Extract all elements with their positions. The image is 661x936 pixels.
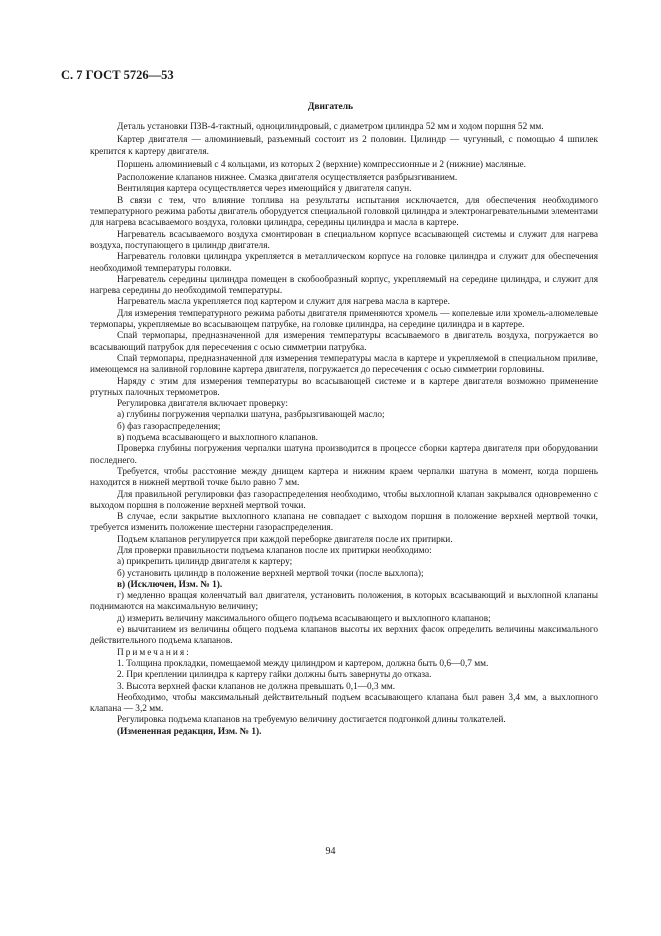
note-item: 2. При креплении цилиндра к картеру гайки должны быть завернуты до отказа.: [117, 670, 432, 681]
paragraph: Нагреватель всасываемого воздуха смонтирован в специальном корпусе всасывающей системы и служит для нагрева воздуха, поступающего в цилиндр двигателя.: [90, 229, 598, 251]
paragraph: Нагреватель масла укрепляется под картером и служит для нагрева масла в картере.: [117, 297, 450, 308]
paragraph: Регулировка подъема клапанов на требуемую величину достигается подгонкой длины толкателей.: [117, 715, 506, 726]
notes-heading: Примечания:: [117, 647, 191, 658]
section-title: Двигатель: [307, 102, 354, 112]
list-item: б) фаз газораспределения;: [117, 421, 221, 432]
list-item-excluded: в) (Исключен, Изм. № 1).: [117, 579, 223, 590]
paragraph: Наряду с этим для измерения температуры во всасывающей системе и в картере двигателя возможно применение ртутных палочных термометров.: [90, 376, 598, 398]
paragraph: Нагреватель середины цилиндра помещен в скобообразный корпус, укрепляемый на середине цилиндра, и служит для нагрева середины до необходимой температуры.: [90, 274, 598, 297]
paragraph: Деталь установки ПЗВ-4-тактный, одноцилиндровый, с диаметром цилиндра 52 мм и ходом поршня 52 мм.: [117, 122, 544, 132]
note-item: 3. Высота верхней фаски клапанов не должна превышать 0,1—0,3 мм.: [117, 681, 396, 692]
paragraph: Для измерения температурного режима работы двигателя применяются хромель — копелевые или хромель-алюмелевые термопары, укрепляемые во всасывающем патрубке, на головке цилиндра, на середине цилиндра и в картере.: [90, 308, 598, 331]
paragraph: Регулировка двигателя включает проверку:: [117, 399, 288, 410]
list-item: д) измерить величину максимального общего подъема всасывающего и выхлопного клапанов;: [117, 613, 491, 624]
paragraph: Требуется, чтобы расстояние между днищем картера и нижним краем черпалки шатуна в момент, когда поршень находится в нижней мертвой точке было равно 7 мм.: [90, 466, 598, 489]
paragraph: Расположение клапанов нижнее. Смазка двигателя осуществляется разбрызгиванием.: [117, 173, 458, 184]
list-item: е) вычитанием из величины общего подъема клапанов высоты их верхних фасок определить величины максимального действительного подъема клапанов.: [90, 625, 598, 647]
paragraph: Спай термопары, предназначенной для измерения температуры всасываемого в двигатель воздуха, погружается во всасывающий патрубок для пересечения с осью симметрии патрубка.: [90, 331, 598, 353]
paragraph: Необходимо, чтобы максимальный действительный подъем всасывающего клапана был равен 3,4 мм, а выхлопного клапана — 3,2 мм.: [90, 692, 598, 715]
document-header: С. 7 ГОСТ 5726—53: [61, 68, 174, 82]
paragraph: Для проверки правильности подъема клапанов после их притирки необходимо:: [117, 545, 432, 556]
list-item: б) установить цилиндр в положение верхней мертвой точки (после выхлопа);: [117, 568, 424, 579]
paragraph: Подъем клапанов регулируется при каждой переборке двигателя после их притирки.: [117, 534, 453, 545]
list-item: а) глубины погружения черпалки шатуна, разбрызгивающей масло;: [117, 410, 385, 421]
paragraph: В связи с тем, что влияние топлива на результаты испытания исключается, для обеспечения необходимого температурного режима работы двигатель оборудуется специальной головкой цилиндра и электронагревательными элементами для нагрева всасываемого воздуха, головки цилиндра, середины цилиндра и масла в картере.: [90, 195, 598, 229]
note-item: 1. Толщина прокладки, помещаемой между цилиндром и картером, должна быть 0,6—0,7 мм.: [117, 658, 489, 669]
paragraph: Проверка глубины погружения черпалки шатуна производится в процессе сборки картера двигателя при оборудовании последнего.: [90, 444, 598, 466]
document-body: [90, 122, 598, 738]
list-item: а) прикрепить цилиндр двигателя к картеру;: [117, 557, 293, 568]
paragraph: Для правильной регулировки фаз газораспределения необходимо, чтобы выхлопной клапан закрывался одновременно с выходом поршня в положение верхней мертвой точки.: [90, 489, 598, 511]
paragraph: Спай термопары, предназначенной для измерения температуры масла в картере и укрепляемой в специальном приливе, имеющемся на заливной горловине картера двигателя, погружается до пересечения с осью симметрии горловины.: [90, 353, 598, 376]
paragraph: В случае, если закрытие выхлопного клапана не совпадает с выходом поршня в положение верхней мертвой точки, требуется изменить положение шестерни газораспределения.: [90, 512, 598, 534]
list-item: в) подъема всасывающего и выхлопного клапанов.: [117, 433, 318, 444]
revision-note: (Измененная редакция, Изм. № 1).: [117, 726, 262, 737]
list-item: г) медленно вращая коленчатый вал двигателя, установить положения, в которых всасывающий и выхлопной клапаны поднимаются на максимальную величину;: [90, 591, 598, 613]
paragraph: Нагреватель головки цилиндра укрепляется в металлическом корпусе на головке цилиндра и служит для обеспечения необходимой температуры головки.: [90, 252, 598, 274]
paragraph: Поршень алюминиевый с 4 кольцами, из которых 2 (верхние) компрессионные и 2 (нижние) масляные.: [117, 159, 526, 170]
paragraph: Картер двигателя — алюминиевый, разъемный состоит из 2 половин. Цилиндр — чугунный, с помощью 4 шпилек крепится к картеру двигателя.: [90, 135, 598, 157]
page-number: 94: [325, 846, 336, 857]
paragraph: Вентиляция картера осуществляется через имеющийся у двигателя сапун.: [117, 184, 412, 195]
